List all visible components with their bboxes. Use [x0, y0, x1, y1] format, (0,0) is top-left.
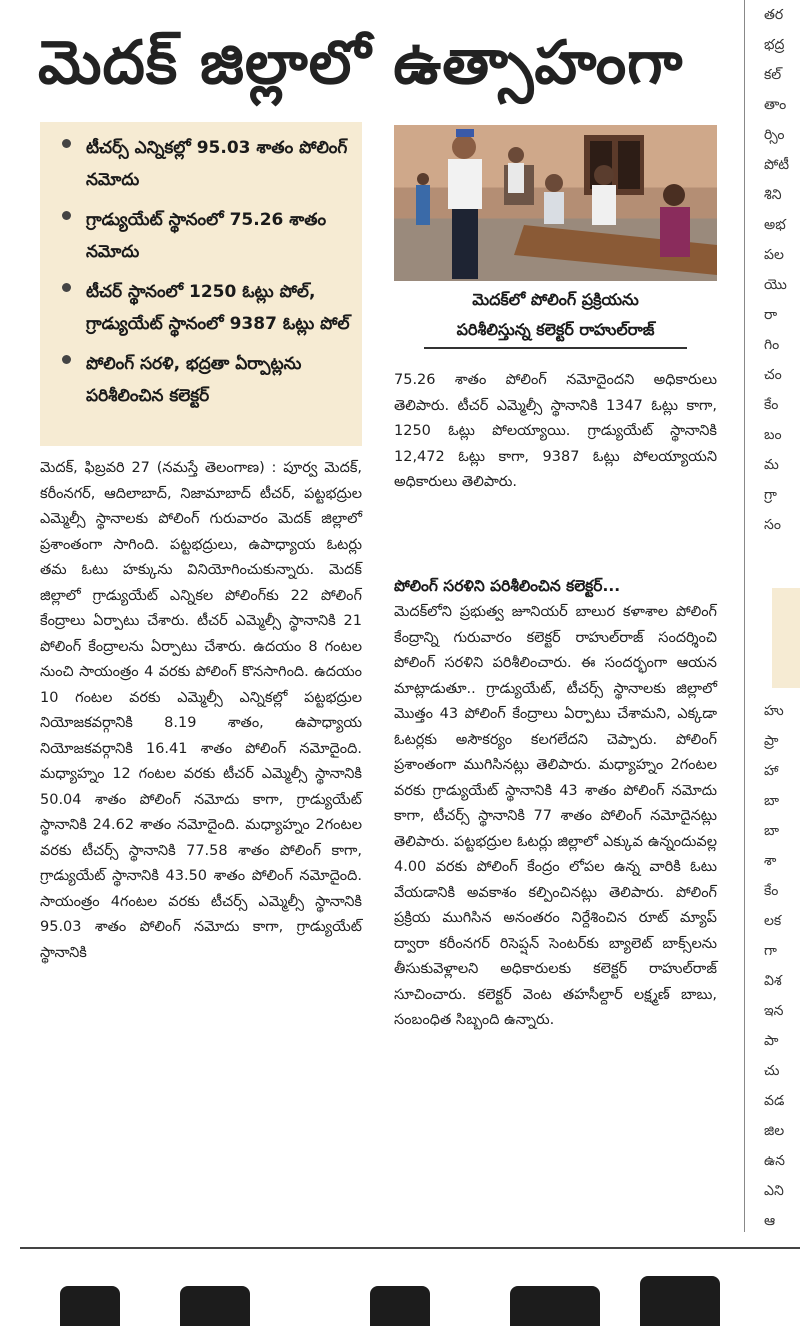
next-article-headline-cropped: [40, 1276, 800, 1326]
fragment-line: గ్రా: [764, 487, 777, 503]
fragment-line: ఉన: [764, 1153, 785, 1169]
caption-rule: [424, 347, 687, 349]
cropped-glyph: [180, 1286, 250, 1326]
caption-line: పరిశీలిస్తున్న కలెక్టర్ రాహుల్‌రాజ్: [456, 320, 655, 339]
cropped-glyph: [640, 1276, 720, 1326]
fragment-line: గిం: [764, 337, 780, 353]
column-divider: [744, 0, 745, 1232]
fragment-line: శా: [764, 853, 777, 869]
fragment-line: చం: [764, 367, 782, 383]
fragment-line: బం: [764, 427, 782, 443]
headline: మెదక్ జిల్లాలో ఉత్సాహంగా: [38, 28, 684, 98]
fragment-line: విశ: [764, 973, 782, 989]
article-column-1: మెదక్, ఫిబ్రవరి 27 (నమస్తే తెలంగాణ) : పూర్వ మెదక్, కరీంనగర్, ఆదిలాబాద్, నిజామాబాద్ టీచర్, పట్టభద్రుల ఎమ్మెల్సీ స్థానాలకు పోలింగ్ గురువారం మెదక్ జిల్లాలో ప్రశాంతంగా సాగింది. పట్టభద్రులు, ఉపాధ్యాయ ఓటర్లు తమ ఓటు హక్కును వినియోగించుకున్నారు. మెదక్ జిల్లాలో గ్రాడ్యుయేట్ ఎన్నికల పోలింగ్‌కు 22 పోలింగ్ కేంద్రాలు ఏర్పాటు చేశారు. టీచర్ ఎమ్మెల్సీ స్థానానికి 21 పోలింగ్ కేంద్రాలను ఏర్పాటు చేశారు. ఉదయం 8 గంటల నుంచి సాయంత్రం 4 వరకు పోలింగ్ కొనసాగింది. ఉదయం 10 గంటల వరకు ఎమ్మెల్సీ ఎన్నికల్లో పట్టభద్రుల నియోజకవర్గానికి 8.19 శాతం, ఉపాధ్యాయ నియోజకవర్గానికి 16.41 శాతం పోలింగ్ నమోదైంది. మధ్యాహ్నం 12 గంటల వరకు టీచర్ ఎమ్మెల్సీ స్థానానికి 50.04 శాతం పోలింగ్ నమోదు కాగా, గ్రాడ్యుయేట్ స్థానానికి 24.62 శాతం నమోదైంది. మధ్యాహ్నం 2గంటల వరకు టీచర్స్ స్థానానికి 77.58 శాతం పోలింగ్ కాగా, గ్రాడ్యుయేట్ స్థానానికి 43.50 శాతం పోలింగ్ నమోదైంది. సాయంత్రం 4గంటల వరకు టీచర్స్ ఎమ్మెల్సీ స్థానానికి 95.03 శాతం పోలింగ్ నమోదు కాగా, గ్రాడ్యుయేట్ స్థానానికి: [40, 460, 362, 961]
highlight-item: [56, 204, 352, 268]
fragment-line: పల: [764, 247, 784, 263]
cropped-glyph: [510, 1286, 600, 1326]
cropped-glyph: [370, 1286, 430, 1326]
caption-line: మెదక్‌లో పోలింగ్ ప్రక్రియను: [472, 290, 639, 309]
highlight-item: [56, 276, 352, 340]
fragment-line: ఎని: [764, 1183, 784, 1199]
fragment-line: లక: [764, 913, 782, 929]
bullet-icon: [62, 211, 71, 220]
article-subhead: పోలింగ్ సరళిని పరిశీలించిన కలెక్టర్...: [394, 577, 621, 595]
cropped-glyph: [60, 1286, 120, 1326]
fragment-line: యొ: [764, 277, 787, 293]
highlight-text: పోలింగ్ సరళి, భద్రతా ఏర్పాట్లను పరిశీలించిన కలెక్టర్: [86, 354, 302, 406]
news-photo: [394, 125, 717, 281]
fragment-line: ర్సిం: [764, 127, 785, 143]
highlight-text: టీచర్ స్థానంలో 1250 ఓట్లు పోల్, గ్రాడ్యుయేట్ స్థానంలో 9387 ఓట్లు పోల్: [86, 282, 350, 334]
fragment-highlight-box: [772, 588, 800, 688]
fragment-line: తాం: [764, 97, 787, 113]
fragment-line: రా: [764, 307, 778, 323]
fragment-line: సం: [764, 517, 781, 533]
fragment-line: కేం: [764, 883, 779, 899]
fragment-line: అభ: [764, 217, 786, 233]
fragment-line: శిని: [764, 187, 782, 203]
bullet-icon: [62, 355, 71, 364]
fragment-line: కల్: [764, 67, 782, 83]
fragment-line: పోటీ: [764, 157, 790, 173]
fragment-line: ప్రా: [764, 733, 779, 749]
fragment-line: హు: [764, 703, 784, 719]
article-column-2b: మెదక్‌లోని ప్రభుత్వ జూనియర్ బాలుర కళాశాల పోలింగ్ కేంద్రాన్ని గురువారం కలెక్టర్ రాహుల్‌రాజ్ సందర్శించి పోలింగ్ సరళిని పరిశీలించారు. ఈ సందర్భంగా ఆయన మాట్లాడుతూ.. గ్రాడ్యుయేట్, టీచర్స్ స్థానాలకు జిల్లాలో మొత్తం 43 పోలింగ్ కేంద్రాలు ఏర్పాటు చేశామని, ఎక్కడా ఓటర్లకు అసౌకర్యం కలగలేదని చెప్పారు. పోలింగ్ ప్రశాంతంగా ముగిసినట్లు తెలిపారు. మధ్యాహ్నం 2గంటల వరకు గ్రాడ్యుయేట్ స్థానానికి 43 శాతం పోలింగ్ నమోదు కాగా, టీచర్స్ స్థానానికి 77 శాతం పోలింగ్ నమోదైనట్లు తెలిపారు. పట్టభద్రుల ఓటర్లు జిల్లాలో ఎక్కువ ఉన్నందువల్ల 4.00 వరకు పోలింగ్ కేంద్రం లోపల ఉన్న వారికి ఓటు వేయడానికి అవకాశం కల్పించినట్లు తెలిపారు. పోలింగ్ ప్రక్రియ ముగిసిన అనంతరం నిర్దేశించిన రూట్ మ్యాప్ ద్వారా కరీంనగర్ రిసెప్షన్ సెంటర్‌కు బ్యాలెట్ బాక్స్‌లను తీసుకువెళ్లాలని అధికారులకు కలెక్టర్ రాహుల్‌రాజ్ సూచించారు. కలెక్టర్ వెంట తహసీల్దార్ లక్ష్మణ్ బాబు, సంబంధిత సిబ్బంది ఉన్నారు.: [394, 604, 717, 1028]
article-column-2: 75.26 శాతం పోలింగ్ నమోదైందని అధికారులు తెలిపారు. టీచర్ ఎమ్మెల్సీ స్థానానికి 1347 ఓట్లు కాగా, 1250 ఓట్లు పోలయ్యాయి. గ్రాడ్యుయేట్ స్థానానికి 12,472 ఓట్లు కాగా, 9387 ఓట్లు పోలయ్యాయని అధికారులు తెలిపారు.: [394, 372, 717, 490]
fragment-line: భద్ర: [764, 37, 785, 53]
fragment-lines-bottom: [764, 696, 785, 1232]
fragment-line: హా: [764, 763, 779, 779]
highlights-box: [40, 122, 362, 446]
fragment-line: తర: [764, 7, 784, 23]
section-divider: [20, 1247, 800, 1249]
highlight-item: [56, 348, 352, 412]
fragment-line: వడ: [764, 1093, 785, 1109]
bullet-icon: [62, 283, 71, 292]
fragment-line: బా: [764, 823, 780, 839]
fragment-lines-top: [764, 0, 789, 540]
fragment-line: జిల: [764, 1123, 785, 1139]
photo-caption: [394, 285, 717, 349]
fragment-line: పా: [764, 1033, 779, 1049]
adjacent-article-fragment: [760, 0, 800, 1232]
highlight-item: [56, 132, 352, 196]
fragment-line: బా: [764, 793, 780, 809]
highlight-text: గ్రాడ్యుయేట్ స్థానంలో 75.26 శాతం నమోదు: [86, 210, 327, 262]
highlight-text: టీచర్స్ ఎన్నికల్లో 95.03 శాతం పోలింగ్ నమోదు: [86, 138, 348, 190]
polling-scene-illustration: [394, 125, 717, 281]
fragment-line: చు: [764, 1063, 780, 1079]
fragment-line: ఆ: [764, 1213, 776, 1229]
fragment-line: గా: [764, 943, 777, 959]
fragment-line: కేం: [764, 397, 779, 413]
fragment-line: మ: [764, 457, 779, 473]
fragment-line: ఇన: [764, 1003, 784, 1019]
bullet-icon: [62, 139, 71, 148]
